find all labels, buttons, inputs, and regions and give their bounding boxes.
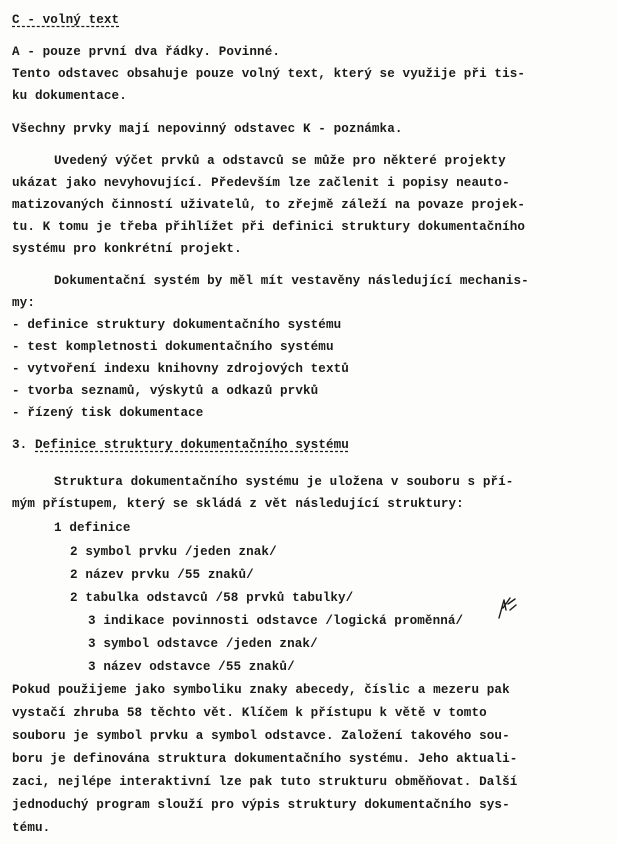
section-c-heading: C - volný text <box>12 13 120 27</box>
text-line: matizovaných činností uživatelů, to zřejmě záleží na povaze projek- <box>12 198 526 212</box>
text-line: ukázat jako nevyhovující. Především lze začlenit i popisy neauto- <box>12 176 510 190</box>
text-line: A - pouze první dva řádky. Povinné. <box>12 45 281 59</box>
list-item: - test kompletnosti dokumentačního systému <box>12 340 334 354</box>
text-line: tu. K tomu je třeba přihlížet při definici struktury dokumentačního <box>12 220 526 234</box>
list-item: - tvorba seznamů, výskytů a odkazů prvků <box>12 384 319 398</box>
text-line: souboru je symbol prvku a symbol odstavce. Založení takového sou- <box>12 729 510 743</box>
structure-line: 3 název odstavce /55 znaků/ <box>88 660 295 674</box>
structure-line: 3 indikace povinnosti odstavce /logická proměnná/ <box>88 614 464 628</box>
text-line: Pokud použijeme jako symboliku znaky abecedy, číslic a mezeru pak <box>12 683 510 697</box>
section-3-heading <box>12 437 349 453</box>
text-line: Uvedený výčet prvků a odstavců se může pro některé projekty <box>54 154 506 168</box>
list-item: - vytvoření indexu knihovny zdrojových textů <box>12 362 349 376</box>
text-line: Tento odstavec obsahuje pouze volný text, který se využije při tis- <box>12 67 526 81</box>
structure-line: 3 symbol odstavce /jeden znak/ <box>88 637 318 651</box>
text-line: boru je definována struktura dokumentačního systému. Jeho aktuali- <box>12 752 518 766</box>
structure-line: 2 symbol prvku /jeden znak/ <box>70 545 277 559</box>
text-line: tému. <box>12 821 51 835</box>
structure-line: 2 tabulka odstavců /58 prvků tabulky/ <box>70 591 354 605</box>
structure-line: 2 název prvku /55 znaků/ <box>70 568 254 582</box>
list-item: - definice struktury dokumentačního systému <box>12 318 342 332</box>
section-3-title: Definice struktury dokumentačního systému <box>35 438 349 452</box>
text-line: ku dokumentace. <box>12 89 127 103</box>
structure-line: 1 definice <box>54 521 131 535</box>
text-line: mým přístupem, který se skládá z vět následující struktury: <box>12 497 464 511</box>
text-line: Dokumentační systém by měl mít vestavěny následující mechanis- <box>54 274 529 288</box>
text-line: systému pro konkrétní projekt. <box>12 242 242 256</box>
text-line: zaci, nejlépe interaktivní lze pak tuto strukturu obměňovat. Další <box>12 775 518 789</box>
text-line: Struktura dokumentačního systému je uložena v souboru s pří- <box>54 475 514 489</box>
list-item: - řízený tisk dokumentace <box>12 406 204 420</box>
text-line: vystačí zhruba 58 těchto vět. Klíčem k přístupu k větě v tomto <box>12 706 487 720</box>
handwritten-correction-mark <box>496 596 518 622</box>
text-line: Všechny prvky mají nepovinný odstavec K - poznámka. <box>12 122 403 136</box>
text-line: my: <box>12 296 35 310</box>
section-3-number: 3. <box>12 438 28 452</box>
text-line: jednoduchý program slouží pro výpis struktury dokumentačního sys- <box>12 798 510 812</box>
